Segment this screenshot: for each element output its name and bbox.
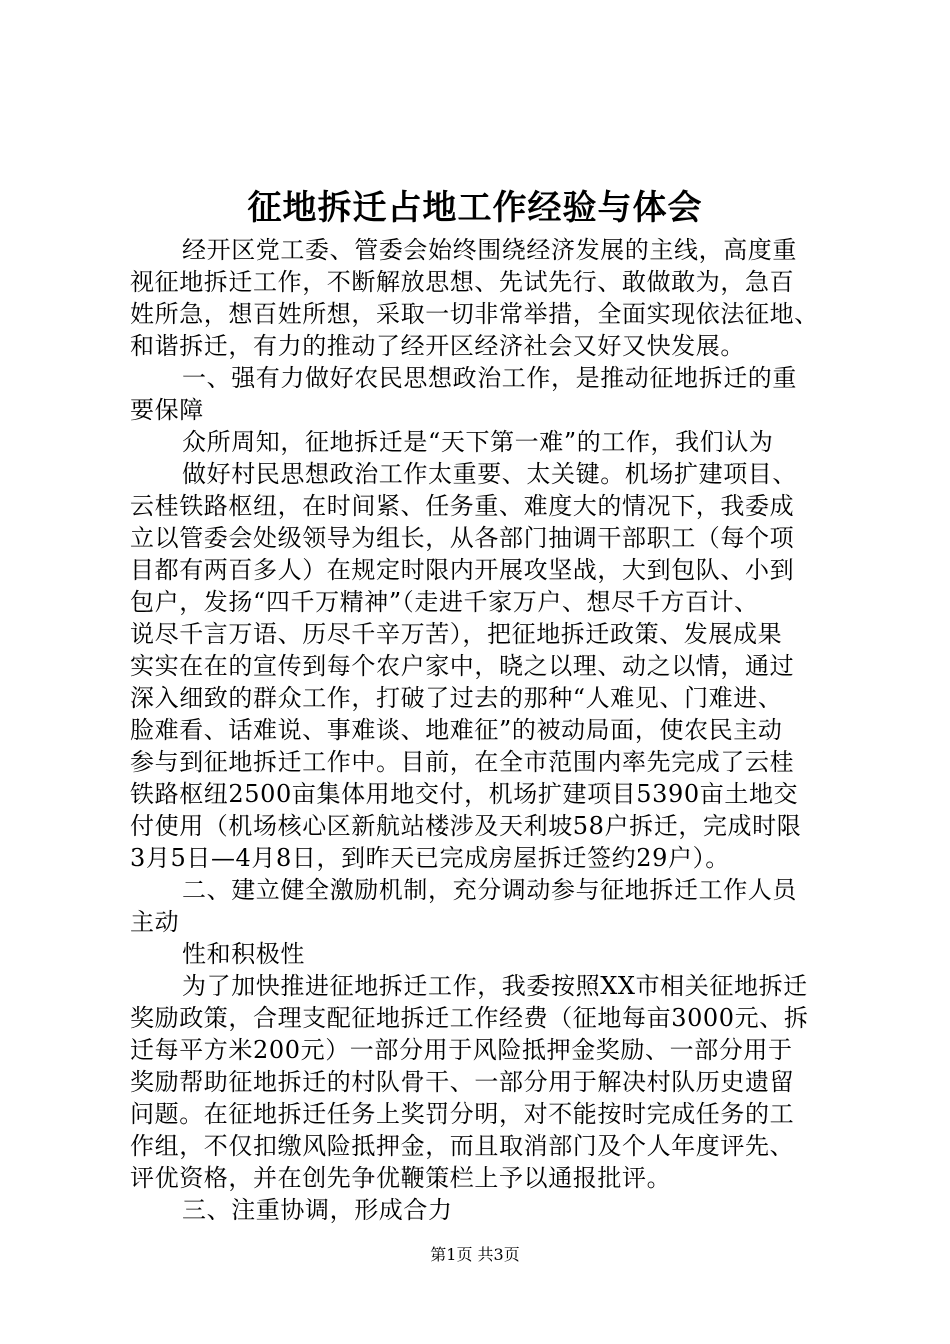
body-line: 包户，发扬“四千万精神”（走进千家万户、想尽千方百计、	[130, 588, 759, 616]
body-line: 经开区党工委、管委会始终围绕经济发展的主线，高度重	[182, 236, 797, 264]
body-line: 作组，不仅扣缴风险抵押金，而且取消部门及个人年度评先、	[130, 1132, 795, 1160]
body-line: 参与到征地拆迁工作中。目前，在全市范围内率先完成了云桂	[130, 748, 795, 776]
document-body	[130, 234, 850, 1226]
body-line: 深入细致的群众工作，打破了过去的那种“人难见、门难进、	[130, 684, 783, 712]
section-heading-line: 一、强有力做好农民思想政治工作，是推动征地拆迁的重	[182, 364, 797, 392]
body-line: 立以管委会处级领导为组长，从各部门抽调干部职工（每个项	[130, 524, 795, 552]
body-line: 云桂铁路枢纽，在时间紧、任务重、难度大的情况下，我委成	[130, 492, 795, 520]
section-heading-line: 主动	[130, 908, 180, 936]
section-heading-line: 三、注重协调，形成合力	[182, 1196, 453, 1224]
body-line: 和谐拆迁，有力的推动了经开区经济社会又好又快发展。	[130, 332, 745, 360]
body-line: 众所周知，征地拆迁是“天下第一难”的工作，我们认为	[182, 428, 774, 456]
body-line: 说尽千言万语、历尽千辛万苦），把征地拆迁政策、发展成果	[130, 620, 783, 648]
body-line: 视征地拆迁工作，不断解放思想、先试先行、敢做敢为，急百	[130, 268, 795, 296]
body-line: 迁每平方米200元）一部分用于风险抵押金奖励、一部分用于	[130, 1036, 793, 1064]
body-line: 做好村民思想政治工作太重要、太关键。机场扩建项目、	[182, 460, 797, 488]
section-heading-line: 二、建立健全激励机制，充分调动参与征地拆迁工作人员	[182, 876, 797, 904]
body-line: 铁路枢纽2500亩集体用地交付，机场扩建项目5390亩土地交	[130, 780, 799, 808]
body-line: 评优资格，并在创先争优鞭策栏上予以通报批评。	[130, 1164, 672, 1192]
section-heading-line: 要保障	[130, 396, 204, 424]
body-line: 奖励政策，合理支配征地拆迁工作经费（征地每亩3000元、拆	[130, 1004, 809, 1032]
section-heading-line: 性和积极性	[182, 940, 305, 968]
body-line: 奖励帮助征地拆迁的村队骨干、一部分用于解决村队历史遗留	[130, 1068, 795, 1096]
body-line: 付使用（机场核心区新航站楼涉及天利坡58户拆迁，完成时限	[130, 812, 802, 840]
body-line: 目都有两百多人）在规定时限内开展攻坚战，大到包队、小到	[130, 556, 795, 584]
body-line: 脸难看、话难说、事难谈、地难征”的被动局面，使农民主动	[130, 716, 783, 744]
page-footer: 第1页 共3页	[430, 1245, 520, 1264]
body-line: 实实在在的宣传到每个农户家中，晓之以理、动之以情，通过	[130, 652, 795, 680]
document-title: 征地拆迁占地工作经验与体会	[247, 188, 703, 228]
body-line: 3月5日—4月8日，到昨天已完成房屋拆迁签约29户）。	[130, 844, 730, 872]
body-line: 姓所急，想百姓所想，采取一切非常举措，全面实现依法征地、	[130, 300, 819, 328]
body-line: 问题。在征地拆迁任务上奖罚分明，对不能按时完成任务的工	[130, 1100, 795, 1128]
body-line: 为了加快推进征地拆迁工作，我委按照XX市相关征地拆迁	[182, 972, 808, 1000]
